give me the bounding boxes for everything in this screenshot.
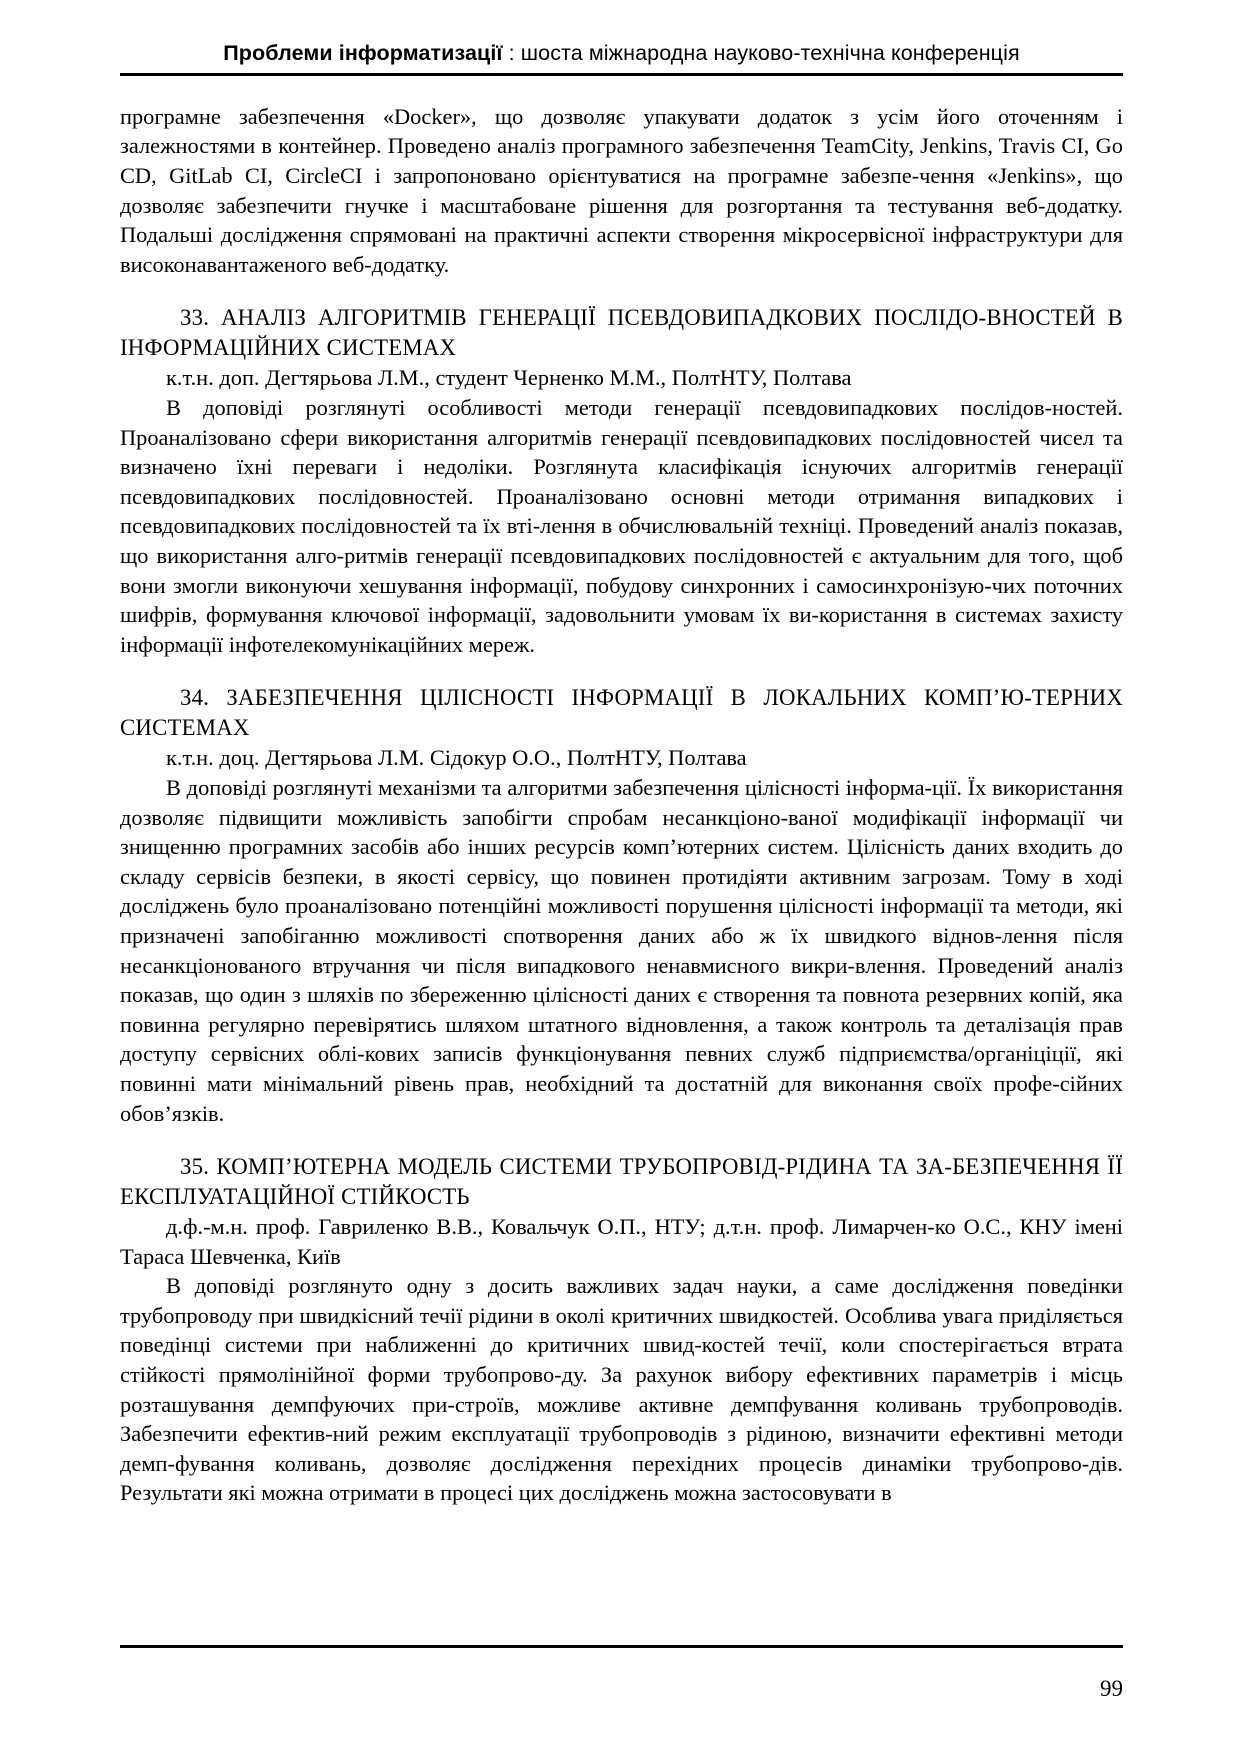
footer-divider	[120, 1645, 1123, 1648]
running-head-title: Проблеми інформатизації	[223, 41, 503, 65]
section-authors-34: к.т.н. доц. Дегтярьова Л.М. Сідокур О.О., ПолтНТУ, Полтава	[166, 745, 747, 771]
spacer	[120, 279, 1123, 303]
page-number: 99	[1100, 1676, 1123, 1701]
section-authors-35: д.ф.-м.н. проф. Гавриленко В.В., Ковальчук О.П., НТУ; д.т.н. проф. Лимарчен-ко О.С., КНУ імені Тараса Шевченка, Київ	[120, 1214, 1123, 1269]
section-title-33: 33. АНАЛІЗ АЛГОРИТМІВ ГЕНЕРАЦІЇ ПСЕВДОВИПАДКОВИХ ПОСЛІДО-ВНОСТЕЙ В ІНФОРМАЦІЙНИХ СИСТЕМАХ	[120, 305, 1123, 361]
section-body-34: В доповіді розглянуті механізми та алгоритми забезпечення цілісності інформа-ції. Їх використання дозволяє підвищити можливість запобігти спробам несанкціоно-ваної модифікації інформації чи знищенню програмних засобів або інших ресурсів комп’ютерних систем. Цілісність даних входить до складу сервісів безпеки, в якості сервісу, що повинен протидіяти активним загрозам. Тому в ході досліджень було проаналізовано потенційні можливості порушення цілісності інформації та методи, які призначені запобіганню можливості спотворення даних або ж їх швидкого віднов-лення після несанкціонованого втручання чи після випадкового ненавмисного викри-влення. Проведений аналіз показав, що один з шляхів по збереженню цілісності даних є створення та повнота резервних копій, яка повинна регулярно перевірятись шляхом штатного відновлення, а також контроль та деталізація прав доступу сервісних облі-кових записів функціонування певних служб підприємства/органіціції, які повинні мати мінімальний рівень прав, необхідний та достатній для виконання своїх профе-сійних обов’язків.	[120, 774, 1123, 1126]
section-authors-33: к.т.н. доп. Дегтярьова Л.М., студент Черненко М.М., ПолтНТУ, Полтава	[166, 365, 852, 391]
section-body-35: В доповіді розглянуто одну з досить важливих задач науки, а саме дослідження поведінки трубопроводу при швидкісний течії рідини в околі критичних швидкостей. Особлива увага приділяється поведінці системи при наближенні до критичних швид-костей течії, коли спостерігається втрата стійкості прямолінійної форми трубопрово-ду. За рахунок вибору ефективних параметрів і місць розташування демпфуючих при-строїв, можливе активне демпфування коливань трубопроводів. Забезпечити ефектив-ний режим експлуатації трубопроводів з рідиною, визначити ефективні методи демп-фування коливань, дозволяє дослідження перехідних процесів динаміки трубопрово-дів. Результати які можна отримати в процесі цих досліджень можна застосовувати в	[120, 1273, 1123, 1506]
spacer	[120, 659, 1123, 683]
spacer	[120, 1128, 1123, 1152]
section-title-34: 34. ЗАБЕЗПЕЧЕННЯ ЦІЛІСНОСТІ ІНФОРМАЦІЇ В ЛОКАЛЬНИХ КОМП’Ю-ТЕРНИХ СИСТЕМАХ	[120, 685, 1123, 741]
continued-paragraph: програмне забезпечення «Docker», що дозволяє упакувати додаток з усім його оточенням і залежностями в контейнер. Проведено аналіз програмного забезпечення TeamCity, Jenkins, Travis CI, Go CD, GitLab CI, CircleCI і запропоновано орієнтуватися на програмне забезпе-чення «Jenkins», що дозволяє забезпечити гнучке і масштабоване рішення для розгортання та тестування веб-додатку. Подальші дослідження спрямовані на практичні аспекти створення мікросервісної інфраструктури для високонавантаженого веб-додатку.	[120, 103, 1123, 277]
running-head	[120, 40, 1123, 73]
running-head-subtitle: : шоста міжнародна науково-технічна конференція	[502, 41, 1020, 65]
section-body-33: В доповіді розглянуті особливості методи генерації псевдовипадкових послідов-ностей. Проаналізовано сфери використання алгоритмів генерації псевдовипадкових послідовностей чисел та визначено їхні переваги і недоліки. Розглянута класифікація існуючих алгоритмів генерації псевдовипадкових послідовностей. Проаналізовано основні методи отримання випадкових і псевдовипадкових послідовностей та їх вті-лення в обчислювальній техніці. Проведений аналіз показав, що використання алго-ритмів генерації псевдовипадкових послідовностей є актуальним для того, щоб вони змогли виконуючи хешування інформації, побудову синхронних і самосинхронізую-чих поточних шифрів, формування ключової інформації, задовольнити умовам їх ви-користання в системах захисту інформації інфотелекомунікаційних мереж.	[120, 395, 1123, 657]
header-divider	[120, 73, 1123, 76]
section-title-35: 35. КОМП’ЮТЕРНА МОДЕЛЬ СИСТЕМИ ТРУБОПРОВІД-РІДИНА ТА ЗА-БЕЗПЕЧЕННЯ ЇЇ ЕКСПЛУАТАЦІЙНОЇ СТІЙКОСТЬ	[120, 1154, 1123, 1210]
